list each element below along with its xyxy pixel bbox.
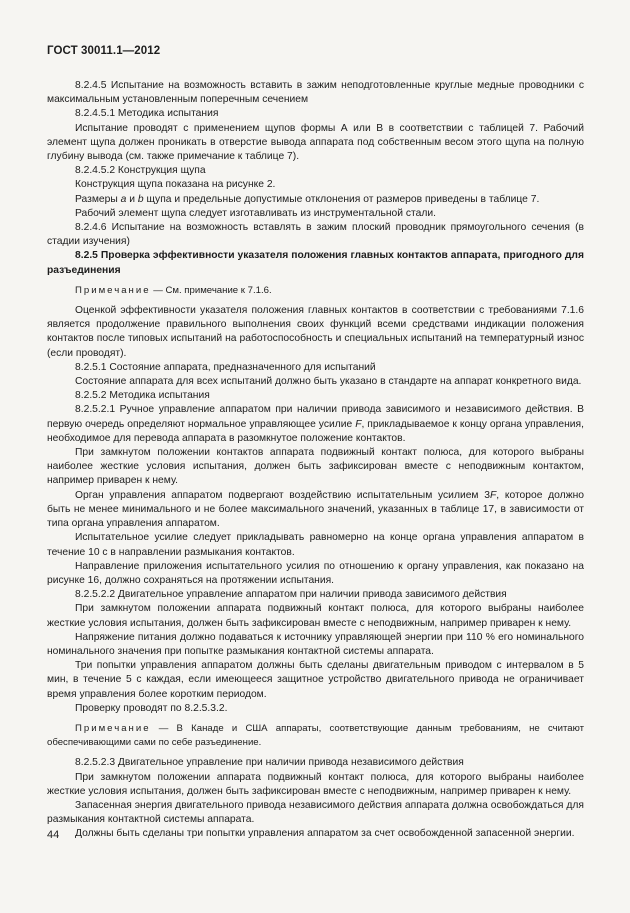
page-number: 44: [47, 829, 60, 841]
document-body: [47, 79, 584, 842]
paragraph: Должны быть сделаны три попытки управления аппаратом за счет освобожденной запасенной энергии.: [75, 828, 575, 840]
paragraph-organ: [47, 489, 584, 532]
text-run: и: [126, 193, 138, 205]
paragraph: 8.2.4.6 Испытание на возможность вставлять в зажим плоский проводник прямоугольного сечения (в стадии изучения): [47, 222, 584, 248]
paragraph: Напряжение питания должно подаваться к источнику управляющей энергии при 110 % его номинального номинального значения при попытке размыкания контактной системы аппарата.: [47, 631, 584, 657]
paragraph: 8.2.4.5.2 Конструкция щупа: [75, 165, 206, 177]
paragraph: 8.2.5.1 Состояние аппарата, предназначенного для испытаний: [75, 361, 376, 373]
note: [47, 722, 584, 750]
page-header: ГОСТ 30011.1—2012: [47, 45, 161, 57]
paragraph: Направление приложения испытательного усилия по отношению к органу управления, как показано на рисунке 16, должно сохраняться на протяжении испытания.: [47, 560, 584, 586]
note: [47, 284, 584, 298]
note-label: Примечание: [75, 722, 151, 734]
paragraph: 8.2.4.5 Испытание на возможность вставить в зажим неподготовленные круглые медные проводники с максимальным установленным поперечным сечением: [47, 80, 584, 106]
paragraph: Состояние аппарата для всех испытаний должно быть указано в стандарте на аппарат конкретного вида.: [75, 376, 582, 388]
text-run: Орган управления аппаратом подвергают воздействию испытательным усилием 3: [75, 489, 490, 501]
paragraph-manual: [47, 403, 584, 446]
paragraph: 8.2.4.5.1 Методика испытания: [75, 108, 219, 120]
paragraph: Запасенная энергия двигательного привода независимого действия аппарата должна освобождаться для размыкания контактной системы аппарата.: [47, 799, 584, 826]
paragraph: 8.2.5.2.3 Двигательное управление при наличии привода независимого действия: [75, 757, 464, 769]
section-heading: 8.2.5 Проверка эффективности указателя положения главных контактов аппарата, пригодного для разъединения: [47, 250, 584, 276]
text-run: щупа и предельные допустимые отклонения от размеров приведены в таблице 7.: [143, 193, 540, 205]
paragraph: 8.2.5.2 Методика испытания: [75, 390, 210, 402]
paragraph: Проверку проводят по 8.2.5.3.2.: [75, 702, 228, 714]
note-text: — В Канаде и США аппараты, соответствующие данным требованиям, не считают обеспечивающими сами по себе разъединение.: [47, 722, 584, 749]
paragraph: 8.2.5.2.2 Двигательное управление аппаратом при наличии привода зависимого действия: [75, 589, 507, 601]
paragraph: Рабочий элемент щупа следует изготавливать из инструментальной стали.: [75, 207, 436, 219]
paragraph: Оценкой эффективности указателя положения главных контактов в соответствии с требованиями 7.1.6 является продолжение правильного выполнения своих функций всеми средствами индикации положения контактов после типовых испытаний на работоспособность и специальных испытаний на температурный износ (если проводят).: [47, 305, 584, 359]
paragraph: Испытательное усилие следует прикладывать равномерно на конце органа управления аппаратом в течение 10 с в направлении размыкания контактов.: [47, 532, 584, 558]
variable-b: b: [137, 193, 144, 205]
note-text: — См. примечание к 7.1.6.: [150, 284, 272, 296]
paragraph: Три попытки управления аппаратом должны быть сделаны двигательным приводом с интервалом в 5 мин, в течение 5 с каждая, если имеющееся защитное устройство двигательного привода не ограничивает время управления более коротким периодом.: [47, 660, 584, 700]
paragraph-sizes: [47, 193, 584, 207]
variable-f: F: [355, 418, 362, 430]
variable-a: a: [120, 193, 127, 205]
paragraph: При замкнутом положении аппарата подвижный контакт полюса, для которого выбраны наиболее жесткие условия испытания, должен быть зафиксирован вместе с неподвижным, например приварен к нему.: [47, 771, 584, 797]
text-run: , которое должно быть не менее минимального и не более максимального значений, указанных в таблице 17, в зависимости от типа органа управления аппаратом.: [47, 489, 584, 530]
variable-f: F: [489, 489, 497, 501]
text-run: Размеры: [75, 193, 121, 205]
text-run: 8.2.5.2.1 Ручное управление аппаратом при наличии привода зависимого и независимого действия. В первую очередь определяют нормальное управляющее усилие: [47, 404, 584, 430]
text-run: , прикладываемое к концу органа управления, необходимое для перевода аппарата в разомкнутое положение контактов.: [47, 418, 584, 444]
paragraph: При замкнутом положении контактов аппарата подвижный контакт полюса, для которого выбраны наиболее жесткие условия испытания, должен быть зафиксирован вместе с неподвижным контактом, например приварен к нему.: [47, 447, 584, 487]
paragraph: Испытание проводят с применением щупов формы А или В в соответствии с таблицей 7. Рабочий элемент щупа должен проникать в отверстие вывода аппарата под собственным весом этого щупа на полную глубину вывода (см. также примечание к таблице 7).: [47, 122, 584, 163]
note-label: Примечание: [75, 284, 151, 296]
paragraph: При замкнутом положении аппарата подвижный контакт полюса, для которого выбраны наиболее жесткие условия испытания, должен быть зафиксирован вместе с неподвижным, например приварен к нему.: [47, 603, 584, 629]
paragraph: Конструкция щупа показана на рисунке 2.: [75, 179, 276, 191]
